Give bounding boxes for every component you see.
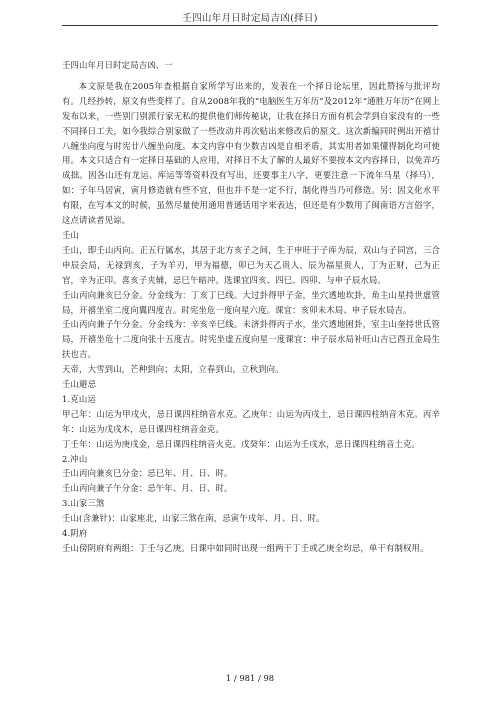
header-rule (62, 25, 438, 26)
section-heading: 壬山避忌 (62, 379, 97, 390)
paragraph: 壬山丙向兼亥巳分金。分金线为：丁亥丁巳线。大过卦得甲子金，坐穴透地坎卦，角主山星持世虚管局，开禧坐室二度向翼四度吉。时宪坐危一度向星六度。课宜：亥卯未木局、申子辰水局吉。 (62, 289, 440, 315)
paragraph: 壬山傍阴府有两组：丁壬与乙庚。日课中如同时出现一组两干丁壬或乙庚全均忌，单干有制权用。 (62, 543, 429, 553)
paragraph: 壬山，即壬山丙向。正五行属水，其居于北方亥子之间，生于申旺于子库为辰，双山与子同宫，三合申辰会局，无禄到亥，子为羊刃，甲为福德，卯已为天乙贵人，辰为福星贵人，丁为正财，己为正官，辛为正印。喜亥子夹辅，忌巳午暗冲。选课宜四亥、四巳、四卯、与申子辰水局。 (62, 244, 440, 285)
paragraph: 壬山丙向兼子午分金。分金线为：辛亥辛巳线。未济卦得丙子水，坐穴透地困卦，室主山奎持世氐管局，开禧坐危十二度向张十五度吉。时宪坐虚五度向星一度课宜：申子辰水局补旺山吉已酉丑金局生扶也吉。 (62, 319, 440, 360)
paragraph: 壬山丙向兼子午分金：忌午年、月、日、时。 (62, 483, 233, 494)
document-body (62, 58, 440, 556)
subsection-heading: 2.冲山 (62, 453, 88, 464)
subsection-heading: 4.阴府 (62, 528, 88, 539)
subsection-heading: 3.山家三煞 (62, 498, 105, 509)
paragraph: 甲己年：山运为甲戌火，忌日课四柱纳音水克。乙庚年：山运为丙戌土，忌日课四柱纳音木克。丙辛年：山运为戊戌木，忌日课四柱纳音金克。 (62, 408, 440, 434)
paragraph: 壬山丙向兼亥巳分金：忌巳年、月、日、时。 (62, 468, 233, 479)
subsection-heading: 1.克山运 (62, 393, 96, 404)
page-header-title: 壬四山年月日时定局吉凶(择日) (182, 13, 318, 24)
paragraph: 天帝，大雪到山，芒种到向；太阳，立春到山，立秋到向。 (62, 364, 284, 375)
page-number: 1 / 981 / 98 (225, 673, 275, 683)
section-heading: 壬山 (62, 229, 80, 240)
paragraph: 壬山(含兼针)：山家座北，山家三煞在南，忌寅午戌年、月、日、时。 (62, 513, 325, 524)
paragraph: 丁壬年：山运为庚戌金，忌日课四柱纳音火克。戊癸年：山运为壬戌水，忌日课四柱纳音土克。 (62, 438, 421, 449)
intro-paragraph: 本文原是我在2005年查根据自家所学写出来的，发表在一个择日论坛里，因此赞扬与批评均有。几经抄转，原文有些变样了。自从2008年我的“电脑医生万年历”及2012年“通胜万年历”在网上发布以来，一些别门别派行家无私的提供他们师传秘诀，让我在择日方面有机会学到自家没有的一些不同择日工夫，如今我综合别家做了一些改动并再次贴出来修改后的原文。这次新编同时例出开禧廿八缠坐向度与时宪廿八缠坐向度。本文内容中有少数吉凶是自相矛盾，其实用者如果懂得制化均可使用。本文只适合有一定择日基础的人应用，对择日不太了解的人最好不要按本文内容择日，以免弄巧成拙。因各山还有龙运、库运等等资料没有写出，还要事主八字，更要注意一下流年马星（择马），如：子年马居寅，寅月修造就有些不宜，但也并不是一定不行，制化得当乃可修造。另：因文化水平有限，在写本文的时候，虽然尽量使用通用普通话用字来表达，但还是有少数用了闽南语方言俗字，这点请读者见谅。 (62, 80, 440, 226)
subtitle: 壬四山年月日时定局吉凶、一 (62, 60, 173, 70)
